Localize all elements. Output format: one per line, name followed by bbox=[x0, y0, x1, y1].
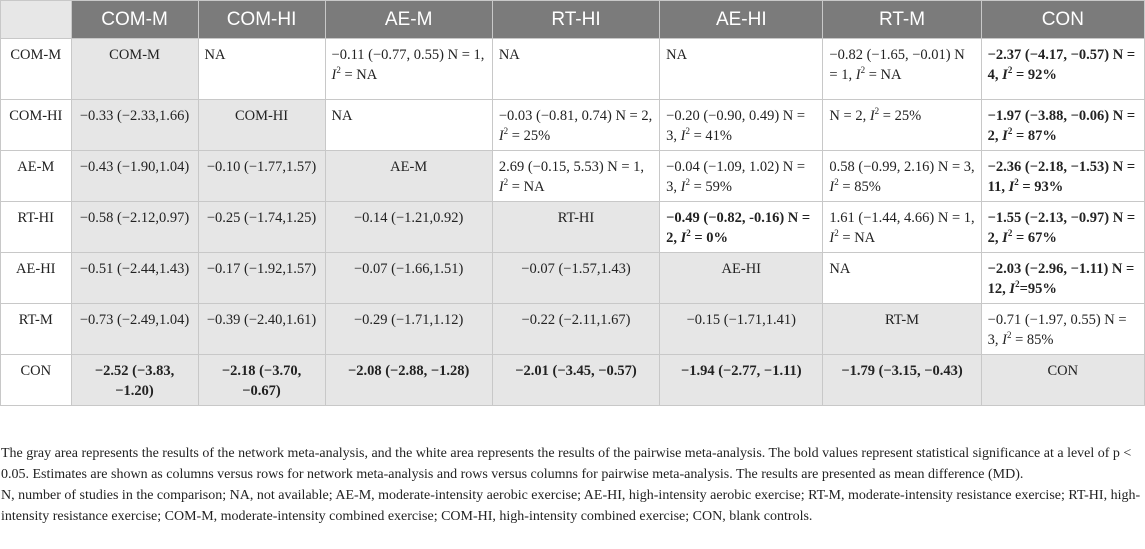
network-cell: RT-M bbox=[823, 304, 981, 355]
footnote-paragraph: The gray area represents the results of the network meta-analysis, and the white area represents the results of the pairwise meta-analysis. The bold values represent statistical significance at a level of p < 0.05. Estimates are shown as columns versus rows for network meta-analysis and rows versus columns for pairwise meta-analysis. The results are presented as mean difference (MD). bbox=[1, 446, 1132, 482]
network-cell: COM-HI bbox=[198, 100, 325, 151]
pairwise-cell: −2.36 (−2.18, −1.53) N = 11, $I^2 = 93\%$ bbox=[981, 151, 1144, 202]
network-cell: −0.25 (−1.74,1.25) bbox=[198, 202, 325, 253]
pairwise-cell: −0.11 (−0.77, 0.55) N = 1, $I^2$ = NA bbox=[325, 39, 492, 100]
pairwise-cell: 1.61 (−1.44, 4.66) N = 1, $I^2$ = NA bbox=[823, 202, 981, 253]
row-header: RT-M bbox=[1, 304, 72, 355]
network-cell: COM-M bbox=[71, 39, 198, 100]
pairwise-cell: −1.97 (−3.88, −0.06) N = 2, $I^2 = 87\%$ bbox=[981, 100, 1144, 151]
pairwise-cell: NA bbox=[325, 100, 492, 151]
network-cell: −0.07 (−1.57,1.43) bbox=[492, 253, 659, 304]
network-cell: −1.79 (−3.15, −0.43) bbox=[823, 355, 981, 406]
network-cell: −0.10 (−1.77,1.57) bbox=[198, 151, 325, 202]
table-row bbox=[1, 355, 1145, 406]
table-row bbox=[1, 253, 1145, 304]
network-cell: −0.29 (−1.71,1.12) bbox=[325, 304, 492, 355]
network-cell: −1.94 (−2.77, −1.11) bbox=[660, 355, 823, 406]
network-cell: −0.17 (−1.92,1.57) bbox=[198, 253, 325, 304]
network-cell: −2.52 (−3.83, −1.20) bbox=[71, 355, 198, 406]
table-row bbox=[1, 304, 1145, 355]
pairwise-cell: −0.82 (−1.65, −0.01) N = 1, $I^2$ = NA bbox=[823, 39, 981, 100]
row-header: CON bbox=[1, 355, 72, 406]
network-cell: −0.58 (−2.12,0.97) bbox=[71, 202, 198, 253]
network-cell: −0.14 (−1.21,0.92) bbox=[325, 202, 492, 253]
column-header: COM-HI bbox=[198, 1, 325, 39]
pairwise-cell: 2.69 (−0.15, 5.53) N = 1, $I^2$ = NA bbox=[492, 151, 659, 202]
column-header: AE-HI bbox=[660, 1, 823, 39]
row-header: AE-HI bbox=[1, 253, 72, 304]
pairwise-cell: −0.03 (−0.81, 0.74) N = 2, $I^2 = 25\%$ bbox=[492, 100, 659, 151]
pairwise-cell: 0.58 (−0.99, 2.16) N = 3, $I^2 = 85\%$ bbox=[823, 151, 981, 202]
network-cell: −0.33 (−2.33,1.66) bbox=[71, 100, 198, 151]
pairwise-cell: −0.04 (−1.09, 1.02) N = 3, $I^2 = 59\%$ bbox=[660, 151, 823, 202]
table-footnote bbox=[0, 443, 1142, 527]
network-cell: RT-HI bbox=[492, 202, 659, 253]
network-cell: −2.01 (−3.45, −0.57) bbox=[492, 355, 659, 406]
table-row bbox=[1, 151, 1145, 202]
network-cell: AE-M bbox=[325, 151, 492, 202]
network-cell: AE-HI bbox=[660, 253, 823, 304]
row-header: RT-HI bbox=[1, 202, 72, 253]
table-row bbox=[1, 39, 1145, 100]
row-header: COM-M bbox=[1, 39, 72, 100]
pairwise-cell: −1.55 (−2.13, −0.97) N = 2, $I^2 = 67\%$ bbox=[981, 202, 1144, 253]
pairwise-cell: NA bbox=[823, 253, 981, 304]
network-cell: −0.39 (−2.40,1.61) bbox=[198, 304, 325, 355]
network-cell: −0.07 (−1.66,1.51) bbox=[325, 253, 492, 304]
row-header: AE-M bbox=[1, 151, 72, 202]
column-header: COM-M bbox=[71, 1, 198, 39]
table-row bbox=[1, 202, 1145, 253]
column-header: RT-HI bbox=[492, 1, 659, 39]
network-cell: −2.08 (−2.88, −1.28) bbox=[325, 355, 492, 406]
pairwise-cell: −2.03 (−2.96, −1.11) N = 12, $I^2=95\%$ bbox=[981, 253, 1144, 304]
pairwise-cell: −0.49 (−0.82, -0.16) N = 2, $I^2 = 0\%$ bbox=[660, 202, 823, 253]
network-cell: −0.51 (−2.44,1.43) bbox=[71, 253, 198, 304]
row-header: COM-HI bbox=[1, 100, 72, 151]
pairwise-cell: −0.20 (−0.90, 0.49) N = 3, $I^2 = 41\%$ bbox=[660, 100, 823, 151]
pairwise-cell: −0.71 (−1.97, 0.55) N = 3, $I^2 = 85\%$ bbox=[981, 304, 1144, 355]
table-row bbox=[1, 100, 1145, 151]
pairwise-cell: NA bbox=[198, 39, 325, 100]
column-header: RT-M bbox=[823, 1, 981, 39]
pairwise-cell: −2.37 (−4.17, −0.57) N = 4, $I^2 = 92\%$ bbox=[981, 39, 1144, 100]
network-cell: −0.15 (−1.71,1.41) bbox=[660, 304, 823, 355]
corner-cell bbox=[1, 1, 72, 39]
network-cell: −0.22 (−2.11,1.67) bbox=[492, 304, 659, 355]
column-header: AE-M bbox=[325, 1, 492, 39]
network-cell: −0.73 (−2.49,1.04) bbox=[71, 304, 198, 355]
header-row bbox=[1, 1, 1145, 39]
pairwise-cell: N = 2, $I^2 = 25\%$ bbox=[823, 100, 981, 151]
pairwise-cell: NA bbox=[492, 39, 659, 100]
network-cell: −0.43 (−1.90,1.04) bbox=[71, 151, 198, 202]
network-cell: −2.18 (−3.70, −0.67) bbox=[198, 355, 325, 406]
network-cell: CON bbox=[981, 355, 1144, 406]
pairwise-cell: NA bbox=[660, 39, 823, 100]
column-header: CON bbox=[981, 1, 1144, 39]
footnote-abbreviations: N, number of studies in the comparison; NA, not available; AE-M, moderate-intensity aerobic exercise; AE-HI, high-intensity aerobic exercise; RT-M, moderate-intensity resistance exercise; RT-HI, high-intensity resistance exercise; COM-M, moderate-intensity combined exercise; COM-HI, high-intensity combined exercise; CON, blank controls. bbox=[1, 488, 1141, 524]
